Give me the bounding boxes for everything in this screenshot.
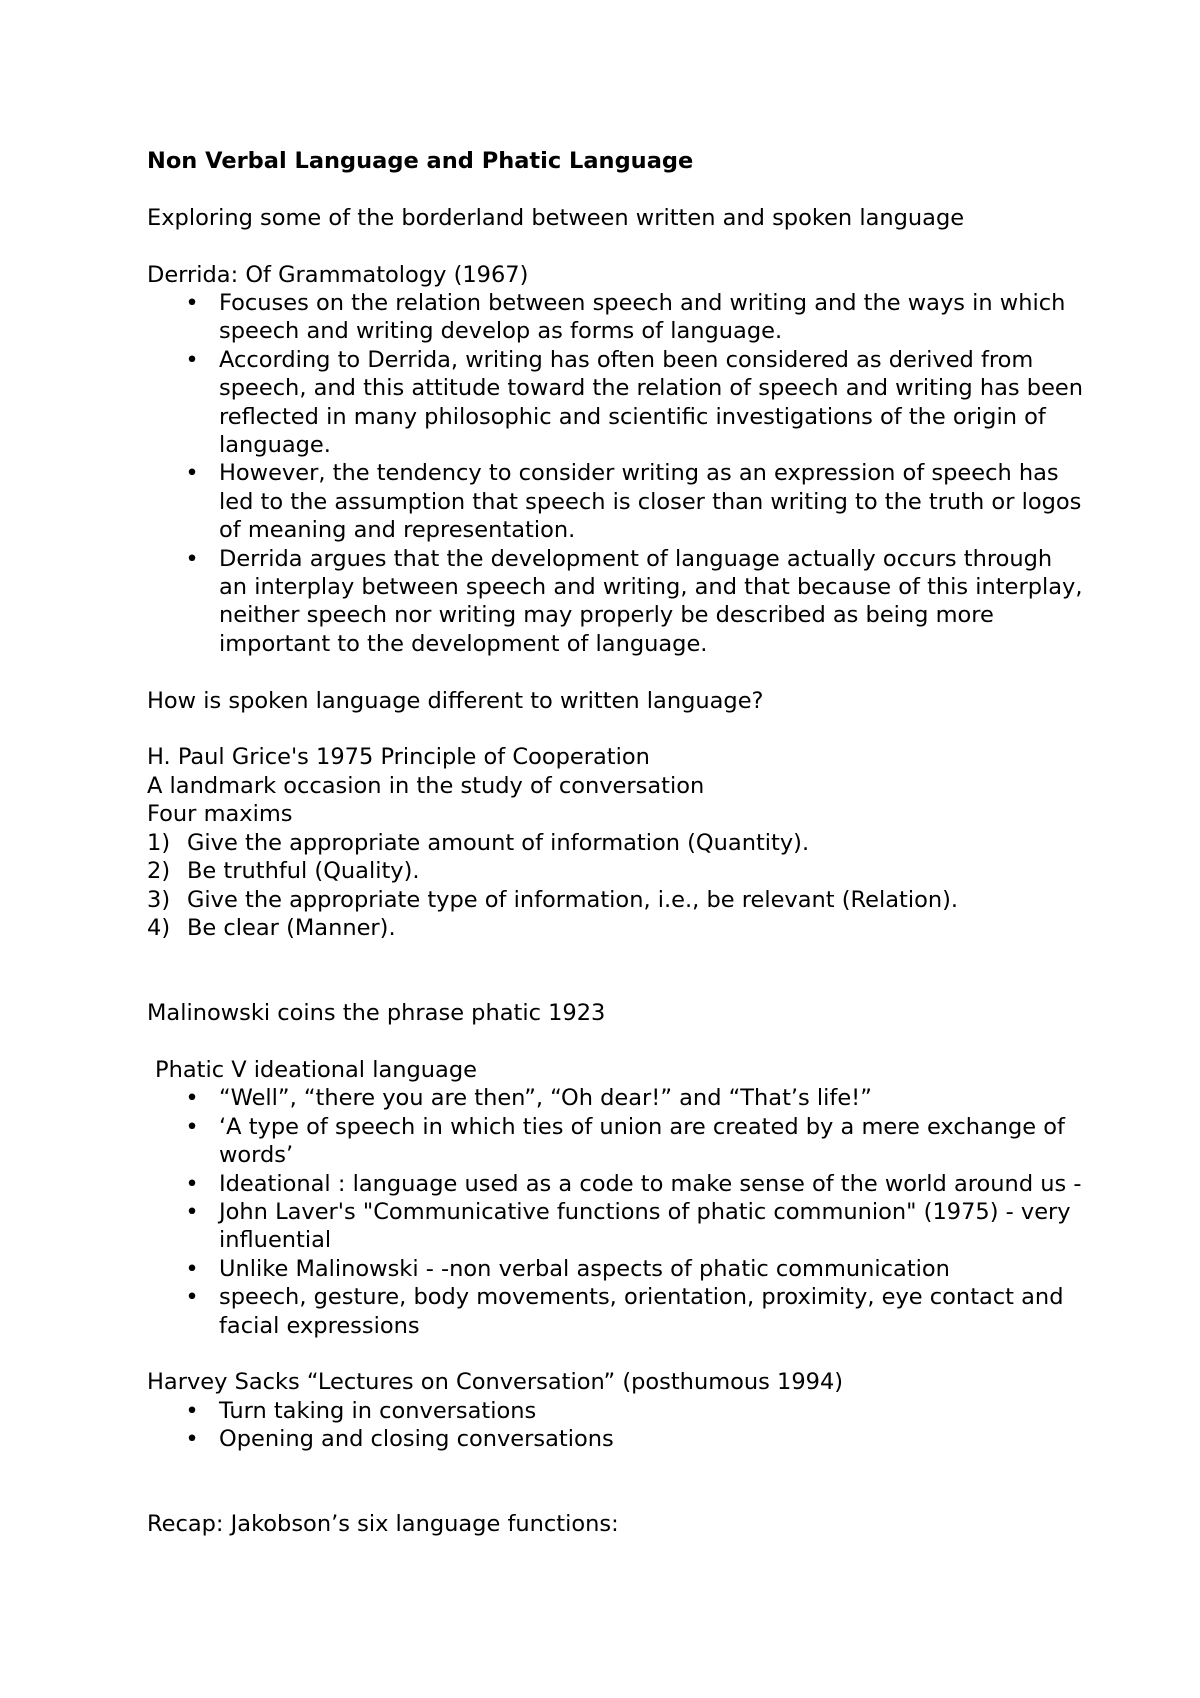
list-item-text: Derrida argues that the development of language actually occurs through an interplay between speech and writing, and that because of this interplay, neither speech nor writing may properly be described as being more important to the development of language. [219,545,1083,657]
list-item-text: ‘A type of speech in which ties of union are created by a mere exchange of words’ [219,1113,1065,1169]
maxim-text: Be clear (Manner). [187,914,396,941]
list-item [147,545,1087,659]
list-item-text: Unlike Malinowski - -non verbal aspects of phatic communication [219,1255,950,1282]
list-item [147,1397,1087,1425]
list-item [147,346,1087,460]
list-item-text: speech, gesture, body movements, orientation, proximity, eye contact and facial expressions [219,1284,1064,1339]
spacer [147,658,1087,686]
maxim-number: 4) [147,914,171,941]
list-item [147,1170,1087,1198]
maxim-number: 3) [147,886,171,913]
maxim-item [147,857,1087,885]
bullet-icon: • [185,1198,199,1225]
sacks-bullet-list [147,1397,1087,1454]
bullet-icon: • [185,1426,199,1453]
list-item-text: John Laver's "Communicative functions of phatic communion" (1975) - very influential [219,1198,1071,1254]
maxim-item [147,886,1087,914]
derrida-heading: Derrida: Of Grammatology (1967) [147,261,529,288]
grice-maxims-label: Four maxims [147,801,293,828]
grice-subheading: A landmark occasion in the study of conversation [147,772,705,799]
maxim-item [147,914,1087,942]
list-item [147,459,1087,544]
sacks-heading: Harvey Sacks “Lectures on Conversation” (posthumous 1994) [147,1369,844,1396]
list-item-text: According to Derrida, writing has often been considered as derived from speech, and this attitude toward the relation of speech and writing has been reflected in many philosophic and scientific investigations of the origin of language. [219,346,1084,459]
grice-heading: H. Paul Grice's 1975 Principle of Cooperation [147,744,650,771]
list-item [147,1084,1087,1112]
list-item [147,1425,1087,1453]
list-item [147,1113,1087,1170]
bullet-icon: • [185,1397,199,1424]
spacer [147,1028,1087,1056]
list-item [147,1283,1087,1340]
bullet-icon: • [185,545,199,572]
recap-line: Recap: Jakobson’s six language functions: [147,1511,619,1538]
document-title: Non Verbal Language and Phatic Language [147,148,694,174]
bullet-icon: • [185,1255,199,1282]
maxim-text: Be truthful (Quality). [187,858,420,885]
malinowski-line: Malinowski coins the phrase phatic 1923 [147,1000,606,1027]
document-subtitle: Exploring some of the borderland between written and spoken language [147,204,965,231]
derrida-bullet-list [147,289,1087,658]
spacer [147,1454,1087,1511]
bullet-icon: • [185,460,199,487]
bullet-icon: • [185,1284,199,1311]
list-item-text: Opening and closing conversations [219,1426,614,1453]
list-item [147,1255,1087,1283]
phatic-heading: Phatic V ideational language [155,1056,477,1083]
spacer [147,715,1087,743]
maxim-text: Give the appropriate amount of information (Quantity). [187,829,810,856]
spacer [147,1340,1087,1368]
spacer [147,942,1087,999]
list-item [147,289,1087,346]
maxim-item [147,829,1087,857]
bullet-icon: • [185,1113,199,1140]
bullet-icon: • [185,1170,199,1197]
maxim-number: 1) [147,829,171,856]
spacer [147,232,1087,260]
maxim-text: Give the appropriate type of information, i.e., be relevant (Relation). [187,886,959,913]
list-item-text: Ideational : language used as a code to make sense of the world around us - [219,1170,1082,1197]
list-item-text: “Well”, “there you are then”, “Oh dear!” and “That’s life!” [219,1085,872,1112]
list-item-text: Focuses on the relation between speech and writing and the ways in which speech and writing develop as forms of language. [219,290,1066,345]
phatic-bullet-list [147,1084,1087,1340]
bullet-icon: • [185,290,199,316]
question-line: How is spoken language different to written language? [147,687,764,714]
maxim-number: 2) [147,858,171,885]
document-page [147,147,1087,1539]
bullet-icon: • [185,346,199,373]
spacer [147,175,1087,203]
maxims-list [147,829,1087,943]
list-item-text: Turn taking in conversations [219,1397,537,1424]
list-item-text: However, the tendency to consider writing as an expression of speech has led to the assumption that speech is closer than writing to the truth or logos of meaning and representation. [219,460,1082,544]
bullet-icon: • [185,1085,199,1112]
list-item [147,1198,1087,1255]
